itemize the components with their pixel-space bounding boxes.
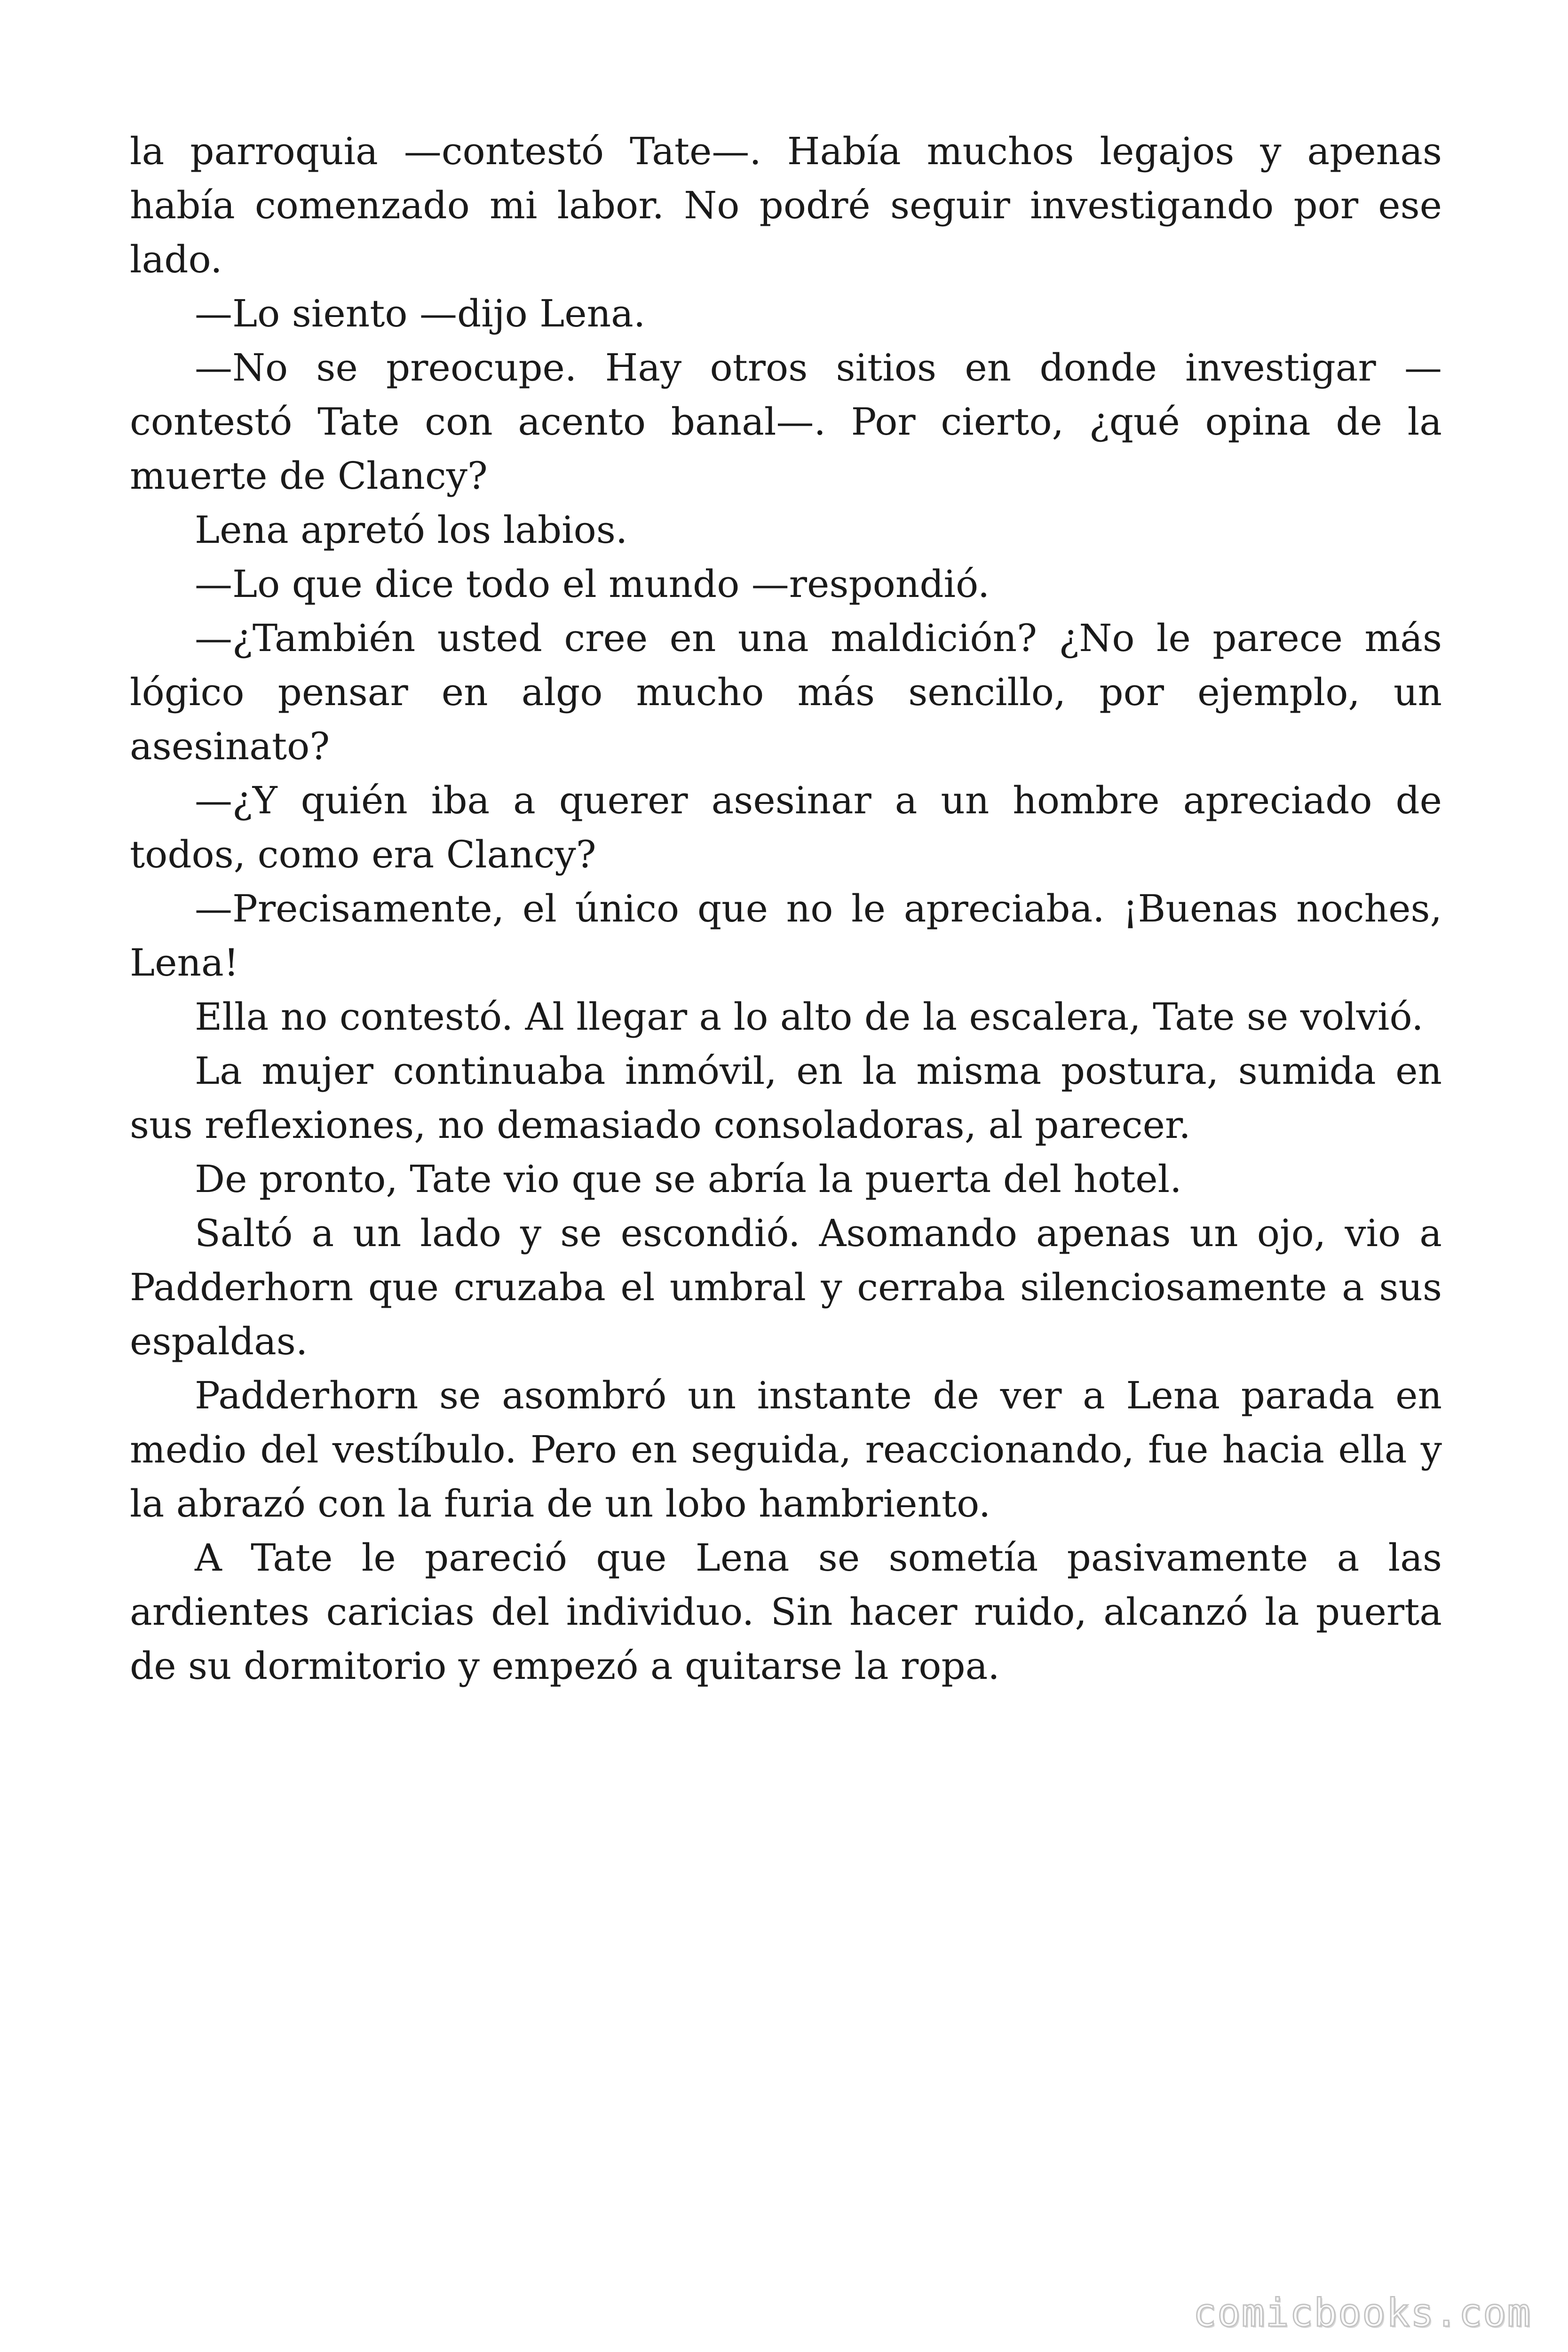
paragraph: —Lo siento —dijo Lena. — [195, 292, 646, 335]
watermark-text: comicbooks.com — [1193, 2291, 1531, 2336]
paragraph: A Tate le pareció que Lena se sometía pasivamente a las ardientes caricias del individuo. Sin hacer ruido, alcanzó la puerta de su dormitorio y empezó a quitarse la ropa. — [130, 1536, 1442, 1688]
paragraph: —Lo que dice todo el mundo —respondió. — [195, 562, 990, 606]
paragraph: Padderhorn se asombró un instante de ver a Lena parada en medio del vestíbulo. Pero en seguida, reaccionando, fue hacia ella y la abrazó con la furia de un lobo hambriento. — [130, 1374, 1442, 1526]
paragraph: —¿Y quién iba a querer asesinar a un hombre apreciado de todos, como era Clancy? — [130, 779, 1442, 876]
paragraph: —No se preocupe. Hay otros sitios en donde investigar —contestó Tate con acento banal—. Por cierto, ¿qué opina de la muerte de Clancy? — [130, 346, 1442, 498]
paragraph: Ella no contestó. Al llegar a lo alto de la escalera, Tate se volvió. — [195, 995, 1424, 1039]
paragraph: —Precisamente, el único que no le apreciaba. ¡Buenas noches, Lena! — [130, 887, 1442, 985]
paragraph: Lena apretó los labios. — [195, 508, 628, 552]
paragraph: —¿También usted cree en una maldición? ¿No le parece más lógico pensar en algo mucho más sencillo, por ejemplo, un asesinato? — [130, 616, 1442, 768]
page-body-text — [130, 124, 1442, 1693]
paragraph: De pronto, Tate vio que se abría la puerta del hotel. — [195, 1157, 1182, 1201]
paragraph: Saltó a un lado y se escondió. Asomando apenas un ojo, vio a Padderhorn que cruzaba el umbral y cerraba silenciosamente a sus espaldas. — [130, 1211, 1442, 1363]
paragraph-continuation: la parroquia —contestó Tate—. Había muchos legajos y apenas había comenzado mi labor. No podré seguir investigando por ese lado. — [130, 129, 1442, 281]
paragraph: La mujer continuaba inmóvil, en la misma postura, sumida en sus reflexiones, no demasiado consoladoras, al parecer. — [130, 1049, 1442, 1147]
